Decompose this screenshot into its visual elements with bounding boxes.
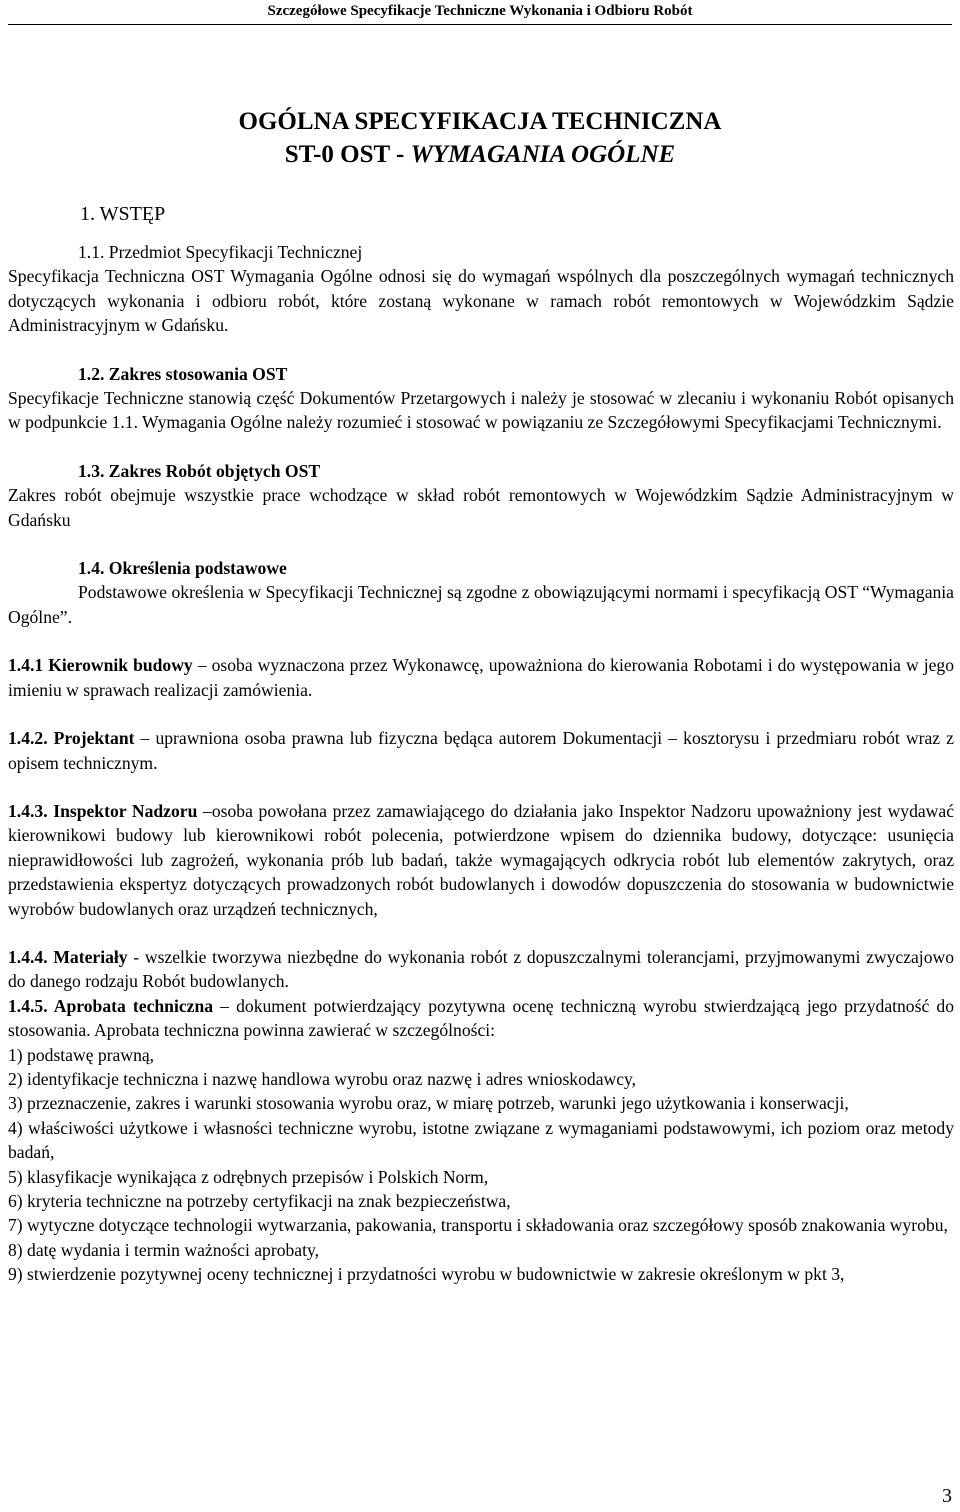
document-title-line-2	[0, 138, 960, 172]
definition-1-4-2-text: – uprawniona osoba prawna lub fizyczna będąca autorem Dokumentacji – kosztorysu i przedmiaru robót wraz z opisem technicznym.	[8, 728, 954, 773]
paragraph-1-1: Specyfikacja Techniczna OST Wymagania Ogólne odnosi się do wymagań wspólnych dla poszczególnych wymagań technicznych dotyczących wykonania i odbioru robót, które zostaną wykonane w ramach robót remontowych w Wojewódzkim Sądzie Administracyjnym w Gdańsku.	[8, 266, 954, 336]
running-header: Szczegółowe Specyfikacje Techniczne Wykonania i Odbioru Robót	[267, 3, 693, 19]
term-projektant: 1.4.2. Projektant	[8, 728, 135, 749]
term-kierownik-budowy: 1.4.1 Kierownik budowy	[8, 655, 193, 676]
document-body	[8, 240, 954, 1287]
section-heading-wstep: 1. WSTĘP	[80, 203, 166, 225]
term-aprobata-techniczna: 1.4.5. Aprobata techniczna	[8, 995, 214, 1016]
list-item: 4) właściwości użytkowe i własności techniczne wyrobu, istotne związane z wymaganiami podstawowymi, ich poziom oraz metody badań,	[8, 1117, 954, 1163]
list-item: 9) stwierdzenie pozytywnej oceny technicznej i przydatności wyrobu w budownictwie w zakresie określonym w pkt 3,	[8, 1264, 845, 1285]
definition-1-4-5-text: – dokument potwierdzający pozytywna ocenę techniczną wyrobu stwierdzającą jego przydatność do stosowania. Aprobata techniczna powinna zawierać w szczególności:	[8, 995, 954, 1041]
heading-1-2: 1.2. Zakres stosowania OST	[78, 363, 288, 384]
list-item: 6) kryteria techniczne na potrzeby certyfikacji na znak bezpieczeństwa,	[8, 1191, 511, 1211]
term-materialy: 1.4.4. Materiały	[8, 946, 128, 967]
paragraph-1-3: Zakres robót obejmuje wszystkie prace wchodzące w skład robót remontowych w Wojewódzkim Sądzie Administracyjnym w Gdańsku	[8, 485, 954, 530]
list-item: 1) podstawę prawną,	[8, 1044, 155, 1065]
definition-1-4-1-text: – osoba wyznaczona przez Wykonawcę, upoważniona do kierowania Robotami i do występowania w jego imieniu w sprawach realizacji zamówienia.	[8, 655, 954, 700]
list-item: 5) klasyfikacje wynikająca z odrębnych przepisów i Polskich Norm,	[8, 1166, 489, 1187]
heading-1-4: 1.4. Określenia podstawowe	[78, 558, 287, 579]
definition-1-4-3-text: –osoba powołana przez zamawiającego do działania jako Inspektor Nadzoru upoważniony jest wydawać kierownikowi budowy lub kierownikowi robót polecenia, potwierdzone wpisem do dziennika budowy, dotyczące: usunięcia nieprawidłowości lub zagrożeń, wykonania prób lub badań, także wymagających odkrycia robót lub elementów zakrytych, oraz przedstawienia ekspertyz dotyczących prowadzonych robót budowlanych i dowodów dopuszczenia do stosowania w budownictwie wyrobów budowlanych oraz urządzeń technicznych,	[8, 800, 955, 919]
list-item: 7) wytyczne dotyczące technologii wytwarzania, pakowania, transportu i składowania oraz szczegółowy sposób znakowania wyrobu,	[8, 1215, 948, 1236]
paragraph-1-2: Specyfikacje Techniczne stanowią część Dokumentów Przetargowych i należy je stosować w zlecaniu i wykonaniu Robót opisanych w podpunkcie 1.1. Wymagania Ogólne należy rozumieć i stosować w powiązaniu ze Szczegółowymi Specyfikacjami Technicznymi.	[8, 388, 954, 433]
definition-1-4-4-text: - wszelkie tworzywa niezbędne do wykonania robót z dopuszczalnymi tolerancjami, przyjmowanymi zwyczajowo do danego rodzaju Robót budowlanych.	[8, 946, 954, 992]
list-item: 2) identyfikacje techniczna i nazwę handlowa wyrobu oraz nazwę i adres wnioskodawcy,	[8, 1068, 637, 1089]
definition-1-4-2	[8, 726, 954, 775]
paragraph-1-4: Podstawowe określenia w Specyfikacji Technicznej są zgodne z obowiązującymi normami i specyfikacją OST “Wymagania Ogólne”.	[8, 582, 954, 627]
definition-1-4-1	[8, 653, 954, 702]
title-italic: WYMAGANIA OGÓLNE	[410, 141, 676, 168]
page-number: 3	[942, 1485, 952, 1507]
list-item: 8) datę wydania i termin ważności aprobaty,	[8, 1239, 320, 1260]
heading-1-1: 1.1. Przedmiot Specyfikacji Technicznej	[78, 242, 363, 262]
heading-1-3: 1.3. Zakres Robót objętych OST	[78, 460, 321, 481]
definition-1-4-3	[8, 799, 954, 921]
definition-1-4-4	[8, 945, 954, 994]
list-item: 3) przeznaczenie, zakres i warunki stosowania wyrobu oraz, w miarę potrzeb, warunki jego użytkowania i konserwacji,	[8, 1093, 849, 1114]
document-title-line-1: OGÓLNA SPECYFIKACJA TECHNICZNA	[238, 108, 722, 135]
title-code: ST-0 OST -	[284, 141, 411, 168]
header-rule	[8, 24, 952, 25]
definition-1-4-5	[8, 994, 954, 1043]
term-inspektor-nadzoru: 1.4.3. Inspektor Nadzoru	[8, 800, 198, 821]
